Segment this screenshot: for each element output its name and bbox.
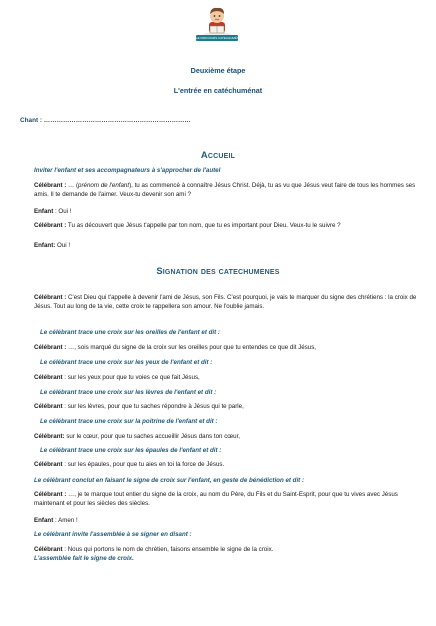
speaker-label: Célébrant <box>34 403 63 410</box>
rubric-eyes: Le célébrant trace une croix sur les yeux de l'enfant et dit : <box>40 359 213 366</box>
text: : sur les yeux pour que tu voies ce que fait Jésus, <box>62 374 200 381</box>
speaker-label: Célébrant: <box>34 433 65 440</box>
text: : Oui ! <box>53 208 72 215</box>
speaker-label: Enfant <box>34 208 54 215</box>
paragraph-signation-intro <box>34 294 420 311</box>
speaker-label: Célébrant : <box>34 182 67 189</box>
paragraph-celebrant-1 <box>34 182 420 199</box>
child-reading-logo-icon <box>196 5 243 45</box>
text: : Nous qui portons le nom de chrétien, faisons ensemble le signe de la croix. <box>62 546 274 553</box>
rubric-invite: Inviter l'enfant et ses accompagnateurs à s'approcher de l'autel <box>34 167 221 174</box>
speaker-label: Célébrant <box>34 546 63 553</box>
paragraph-eyes <box>34 374 420 383</box>
speaker-label: Célébrant <box>34 461 63 468</box>
paragraph-lips <box>34 403 420 412</box>
step-subtitle: L'entrée en catéchuménat <box>173 86 263 95</box>
paragraph-shoulders <box>34 461 420 470</box>
text: : Amen ! <box>53 517 78 524</box>
speaker-label: Enfant: <box>34 242 56 249</box>
chant-line: Chant : …………………………………………………………… <box>20 117 191 124</box>
paragraph-conclusion <box>34 491 420 508</box>
section-heading-signation: Signation des catechumenes <box>156 265 280 276</box>
logo-banner <box>196 35 243 41</box>
paragraph-enfant-1 <box>34 208 420 217</box>
text: sur le cœur, pour que tu saches accueillir Jésus dans ton cœur, <box>64 433 241 440</box>
rubric-chest: Le célébrant trace une croix sur la poitrine de l'enfant et dit : <box>40 418 218 425</box>
text: … ( <box>66 182 79 189</box>
paragraph-amen <box>34 517 420 526</box>
rubric-assembly-sign: L'assemblée fait le signe de croix. <box>34 555 134 562</box>
rubric-shoulders: Le célébrant trace une croix sur les épaules de l'enfant et dit : <box>40 447 222 454</box>
text: …, je te marque tout entier du signe de la croix, au nom du Père, du Fils et du Saint-Esprit, pour que tu vives avec Jésus maintenant et pour les siècles des siècles. <box>34 491 398 507</box>
section-heading-accueil: Accueil <box>200 149 236 160</box>
text: C'est Dieu qui t'appelle à devenir l'ami de Jésus, son Fils. C'est pourquoi, je vais te marquer du signe des chrétiens : la croix de Jésus. Tout au long de ta vie, cette croix te rappellera son amour. Ne l'oublie jamais. <box>34 294 417 310</box>
speaker-label: Célébrant : <box>34 491 67 498</box>
text: Oui ! <box>55 242 71 249</box>
speaker-label: Célébrant : <box>34 344 67 351</box>
paragraph-ears <box>34 344 420 353</box>
text: Tu as découvert que Jésus t'appelle par ton nom, que tu es important pour Dieu. Veux-tu le suivre ? <box>66 222 341 229</box>
rubric-lips: Le célébrant trace une croix sur les lèvres de l'enfant et dit : <box>40 389 217 396</box>
rubric-conclusion: Le célébrant conclut en faisant le signe de croix sur l'enfant, en geste de bénédiction et dit : <box>34 477 304 484</box>
step-title: Deuxième étape <box>190 66 246 75</box>
paragraph-celebrant-2 <box>34 222 420 231</box>
text: : sur les épaules, pour que tu aies en toi la force de Jésus. <box>62 461 225 468</box>
paragraph-enfant-2 <box>34 242 420 251</box>
text: ), tu as commencé à connaître Jésus Christ. Déjà, tu as vu que Jésus veut faire de tous les hommes ses amis. Il te demande de l'aimer. Veux-tu devenir son ami ? <box>34 182 416 198</box>
speaker-label: Célébrant : <box>34 222 67 229</box>
text: …, sois marqué du signe de la croix sur les oreilles pour que tu entendes ce que dit Jésus, <box>66 344 317 351</box>
paragraph-chest <box>34 433 420 442</box>
text: : sur les lèvres, pour que tu saches répondre à Jésus qui te parle, <box>62 403 244 410</box>
speaker-label: Célébrant <box>34 374 63 381</box>
rubric-ears: Le célébrant trace une croix sur les oreilles de l'enfant et dit : <box>40 329 220 336</box>
rubric-assembly: Le célébrant invite l'assemblée à se signer en disant : <box>34 531 192 538</box>
logo-caption: LE PARCOURS CATECHUMÉNAT <box>196 36 243 40</box>
text-italic: prénom de l'enfant <box>78 182 130 189</box>
speaker-label: Enfant <box>34 517 54 524</box>
paragraph-final <box>34 546 420 555</box>
speaker-label: Célébrant : <box>34 294 67 301</box>
